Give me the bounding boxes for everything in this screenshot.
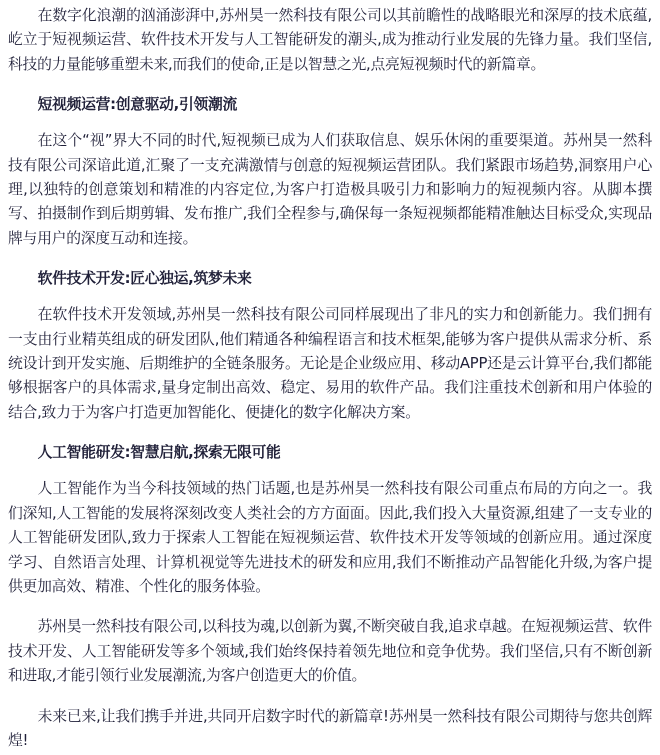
section-heading-short-video: 短视频运营:创意驱动,引领潮流 (37, 96, 237, 114)
spacer (8, 689, 652, 705)
spacer (8, 465, 652, 477)
spacer (8, 251, 652, 267)
closing-paragraph: 苏州昊一然科技有限公司,以科技为魂,以创新为翼,不断突破自我,追求卓越。在短视频运营、软件技术开发、人工智能研发等多个领域,我们始终保持着领先地位和竞争优势。我们坚信,只有不断创新和进取,才能引领行业发展潮流,为客户创造更大的价值。 (8, 618, 652, 685)
spacer (8, 117, 652, 129)
spacer (8, 77, 652, 93)
spacer (8, 425, 652, 441)
final-paragraph: 未来已来,让我们携手并进,共同开启数字时代的新篇章!苏州昊一然科技有限公司期待与您共创辉煌! (8, 707, 652, 749)
section-paragraph-ai: 人工智能作为当今科技领域的热门话题,也是苏州昊一然科技有限公司重点布局的方向之一。我们深知,人工智能的发展将深刻改变人类社会的方方面面。因此,我们投入大量资源,组建了一支专业的人工智能研发团队,致力于探索人工智能在短视频运营、软件技术开发等领域的创新应用。通过深度学习、自然语言处理、计算机视觉等先进技术的研发和应用,我们不断推动产品智能化升级,为客户提供更加高效、精准、个性化的服务体验。 (8, 480, 652, 595)
spacer (8, 599, 652, 615)
section-heading-ai: 人工智能研发:智慧启航,探索无限可能 (37, 444, 281, 462)
section-paragraph-software: 在软件技术开发领域,苏州昊一然科技有限公司同样展现出了非凡的实力和创新能力。我们拥有一支由行业精英组成的研发团队,他们精通各种编程语言和技术框架,能够为客户提供从需求分析、系统设计到开发实施、后期维护的全链条服务。无论是企业级应用、移动APP还是云计算平台,我们都能够根据客户的具体需求,量身定制出高效、稳定、易用的软件产品。我们注重技术创新和用户体验的结合,致力于为客户打造更加智能化、便捷化的数字化解决方案。 (8, 306, 652, 421)
intro-paragraph: 在数字化浪潮的汹涌澎湃中,苏州昊一然科技有限公司以其前瞻性的战略眼光和深厚的技术底蕴,屹立于短视频运营、软件技术开发与人工智能研发的潮头,成为推动行业发展的先锋力量。我们坚信,科技的力量能够重塑未来,而我们的使命,正是以智慧之光,点亮短视频时代的新篇章。 (8, 7, 652, 73)
section-paragraph-short-video: 在这个“视”界大不同的时代,短视频已成为人们获取信息、娱乐休闲的重要渠道。苏州昊一然科技有限公司深谙此道,汇聚了一支充满激情与创意的短视频运营团队。我们紧跟市场趋势,洞察用户心理,以独特的创意策划和精准的内容定位,为客户打造极具吸引力和影响力的短视频内容。从脚本撰写、拍摄制作到后期剪辑、发布推广,我们全程参与,确保每一条短视频都能精准触达目标受众,实现品牌与用户的深度互动和连接。 (8, 132, 652, 247)
section-heading-software: 软件技术开发:匠心独运,筑梦未来 (37, 270, 252, 288)
spacer (8, 291, 652, 303)
